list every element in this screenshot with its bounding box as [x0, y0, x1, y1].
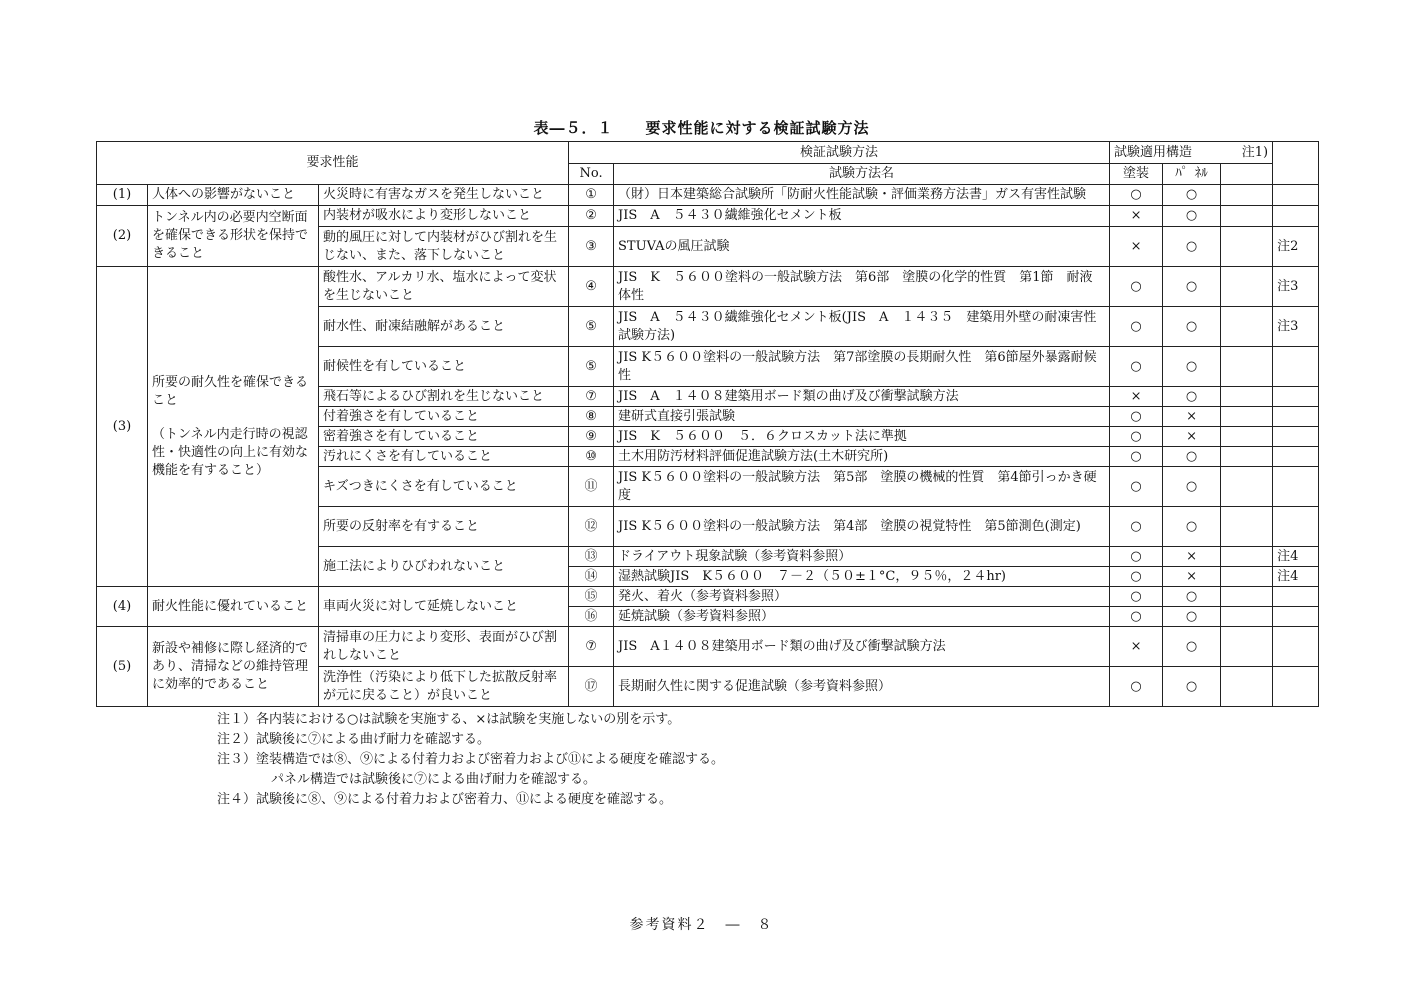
- table-row: 動的風圧に対して内装材がひび割れを生じない、また、落下しないこと ③ STUVAの風圧試験 × ○ 注2: [97, 227, 1319, 267]
- table-row: 飛石等によるひび割れを生じないこと ⑦ JIS A １４０８建築用ボード類の曲げ及び衝撃試験方法 × ○: [97, 387, 1319, 407]
- table-row: 耐候性を有していること ⑤ JIS K５６００塗料の一般試験方法 第7部塗膜の長期耐久性 第6節屋外暴露耐候性 ○ ○: [97, 347, 1319, 387]
- table-row: 密着強さを有していること ⑨ JIS K ５６００ ５．６クロスカット法に準拠 ○ ×: [97, 427, 1319, 447]
- table-row: 洗浄性（汚染により低下した拡散反射率が元に戻ること）が良いこと ⑰ 長期耐久性に関する促進試験（参考資料参照） ○ ○: [97, 667, 1319, 707]
- verification-table: [96, 141, 1319, 707]
- header-method: 試験方法名: [614, 164, 1110, 185]
- footnote-4: 注４）試験後に⑧、⑨による付着力および密着力、⑪による硬度を確認する。: [217, 792, 673, 807]
- header-requirement: 要求性能: [97, 142, 569, 185]
- table-row: (4) 耐火性能に優れていること 車両火災に対して延焼しないこと ⑮ 発火、着火（参考資料参照） ○ ○: [97, 587, 1319, 607]
- table-row: 所要の反射率を有すること ⑫ JIS K５６００塗料の一般試験方法 第4部 塗膜の視覚特性 第5節測色(測定) ○ ○: [97, 507, 1319, 547]
- table-row: (3) 所要の耐久性を確保できること （トンネル内走行時の視認性・快適性の向上に有効な機能を有すること） 酸性水、アルカリ水、塩水によって変状を生じないこと ④ JIS K ５６００塗料の一般試験方法 第6部 塗膜の化学的性質 第1節 耐液体性 ○ ○ 注3: [97, 267, 1319, 307]
- table-row: キズつきにくさを有していること ⑪ JIS K５６００塗料の一般試験方法 第5部 塗膜の機械的性質 第4節引っかき硬度 ○ ○: [97, 467, 1319, 507]
- footnote-3: 注３）塗装構造では⑧、⑨による付着力および密着力および⑪による硬度を確認する。: [217, 752, 725, 767]
- structure-note: 注1): [1241, 144, 1269, 160]
- table-row: (5) 新設や補修に際し経済的であり、清掃などの維持管理に効率的であること 清掃車の圧力により変形、表面がひび割れしないこと ⑦ JIS A１４０８建築用ボード類の曲げ及び衝撃試験方法 × ○: [97, 627, 1319, 667]
- footnote-1: 注１）各内装における○は試験を実施する、×は試験を実施しないの別を示す。: [217, 712, 681, 727]
- table-title: 表―５．１ 要求性能に対する検証試験方法: [533, 119, 870, 137]
- header-structure: 試験適用構造 注1): [1110, 142, 1273, 164]
- header-no: No.: [569, 164, 614, 185]
- table-row: ⑭ 湿熱試験JIS K５６００ ７－２（５０±１°C，９５％，２４hr) ○ × 注4: [97, 567, 1319, 587]
- page-number: 参考資料２ ― ８: [629, 917, 774, 933]
- footnote-3-cont: パネル構造では試験後に⑦による曲げ耐力を確認する。: [271, 772, 597, 787]
- table-row: 耐水性、耐凍結融解があること ⑤ JIS A ５４３０繊維強化セメント板(JIS A １４３５ 建築用外壁の耐凍害性試験方法) ○ ○ 注3: [97, 307, 1319, 347]
- footnote-2: 注２）試験後に⑦による曲げ耐力を確認する。: [217, 732, 491, 747]
- table-row: 施工法によりひびわれないこと ⑬ ドライアウト現象試験（参考資料参照） ○ × 注4: [97, 547, 1319, 567]
- table-row: (2) トンネル内の必要内空断面を確保できる形状を保持できること 内装材が吸水により変形しないこと ② JIS A ５４３０繊維強化セメント板 × ○: [97, 206, 1319, 227]
- table-row: 汚れにくさを有していること ⑩ 土木用防汚材料評価促進試験方法(土木研究所) ○ ○: [97, 447, 1319, 467]
- table-row: 付着強さを有していること ⑧ 建研式直接引張試験 ○ ×: [97, 407, 1319, 427]
- table-row: (1) 人体への影響がないこと 火災時に有害なガスを発生しないこと ① （財）日本建築総合試験所「防耐火性能試験・評価業務方法書」ガス有害性試験 ○ ○: [97, 185, 1319, 206]
- table-row: ⑯ 延焼試験（参考資料参照） ○ ○: [97, 607, 1319, 627]
- header-verification: 検証試験方法: [569, 142, 1110, 164]
- footnotes: [217, 710, 724, 810]
- header-panel: ﾊ゜ﾈﾙ: [1163, 164, 1221, 185]
- header-paint: 塗装: [1110, 164, 1163, 185]
